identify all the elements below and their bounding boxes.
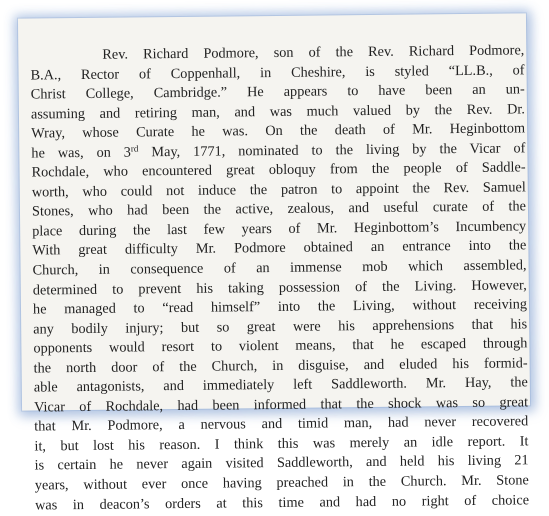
text-line: Christ College, Cambridge.” He appears to have been an un- <box>30 81 525 103</box>
text-line: is certain he never again visited Saddleworth, and held his living 21 <box>34 452 529 475</box>
text-line: With great difficulty Mr. Podmore obtained an entrance into the <box>32 237 527 260</box>
text-line: determined to prevent his taking possession of the Living. However, <box>32 276 527 299</box>
date-text-rest: May, 1771, nominated to the living by the Vicar of <box>138 140 526 161</box>
text-line: Rev. Richard Podmore, son of the Rev. Richard Podmore, <box>102 42 525 63</box>
text-line: worth, who could not induce the patron to appoint the Rev. Samuel <box>31 179 526 201</box>
text-line: Vicar of Rochdale, had been informed that the shock was so great <box>33 394 529 416</box>
body-text <box>30 41 530 514</box>
text-line: able antagonists, and immediately left Saddleworth. Mr. Hay, the <box>33 374 528 396</box>
text-line: that Mr. Podmore, a nervous and timid man, had never recovered <box>34 413 529 435</box>
text-line-partial: was in deacon’s orders at this time and had no right of choice <box>34 491 530 514</box>
text-line: opponents would resort to violent means, that he escaped through <box>33 335 528 357</box>
text-line: assuming and retiring man, and was much valued by the Rev. Dr. <box>30 101 526 123</box>
text-line: years, without ever once having preached in the Church. Mr. Stone <box>34 472 529 494</box>
text-line: Stones, who had been the active, zealous, and useful curate of the <box>31 198 527 220</box>
text-line: it, but lost his reason. I think this was merely an idle report. It <box>34 433 529 455</box>
text-line: Church, in consequence of an immense mob which assembled, <box>32 257 527 279</box>
text-line: place during the last few years of Mr. Heginbottom’s Incumbency <box>32 218 527 240</box>
text-line: B.A., Rector of Coppenhall, in Cheshire, is styled “LL.B., of <box>30 61 525 84</box>
text-line: the north door of the Church, in disguise, and eluded his formid- <box>33 355 528 377</box>
text-line: any bodily injury; but so great were his apprehensions that his <box>33 316 528 338</box>
text-line: Wray, whose Curate he was. On the death of Mr. Heginbottom <box>31 120 526 142</box>
date-text: he was, on 3 <box>31 144 131 162</box>
text-line: he managed to “read himself” into the Living, without receiving <box>32 296 528 318</box>
text-line: Rochdale, who encountered great obloquy from the people of Saddle- <box>31 159 526 181</box>
scanned-page <box>18 13 530 514</box>
date-superscript: rd <box>130 143 139 154</box>
